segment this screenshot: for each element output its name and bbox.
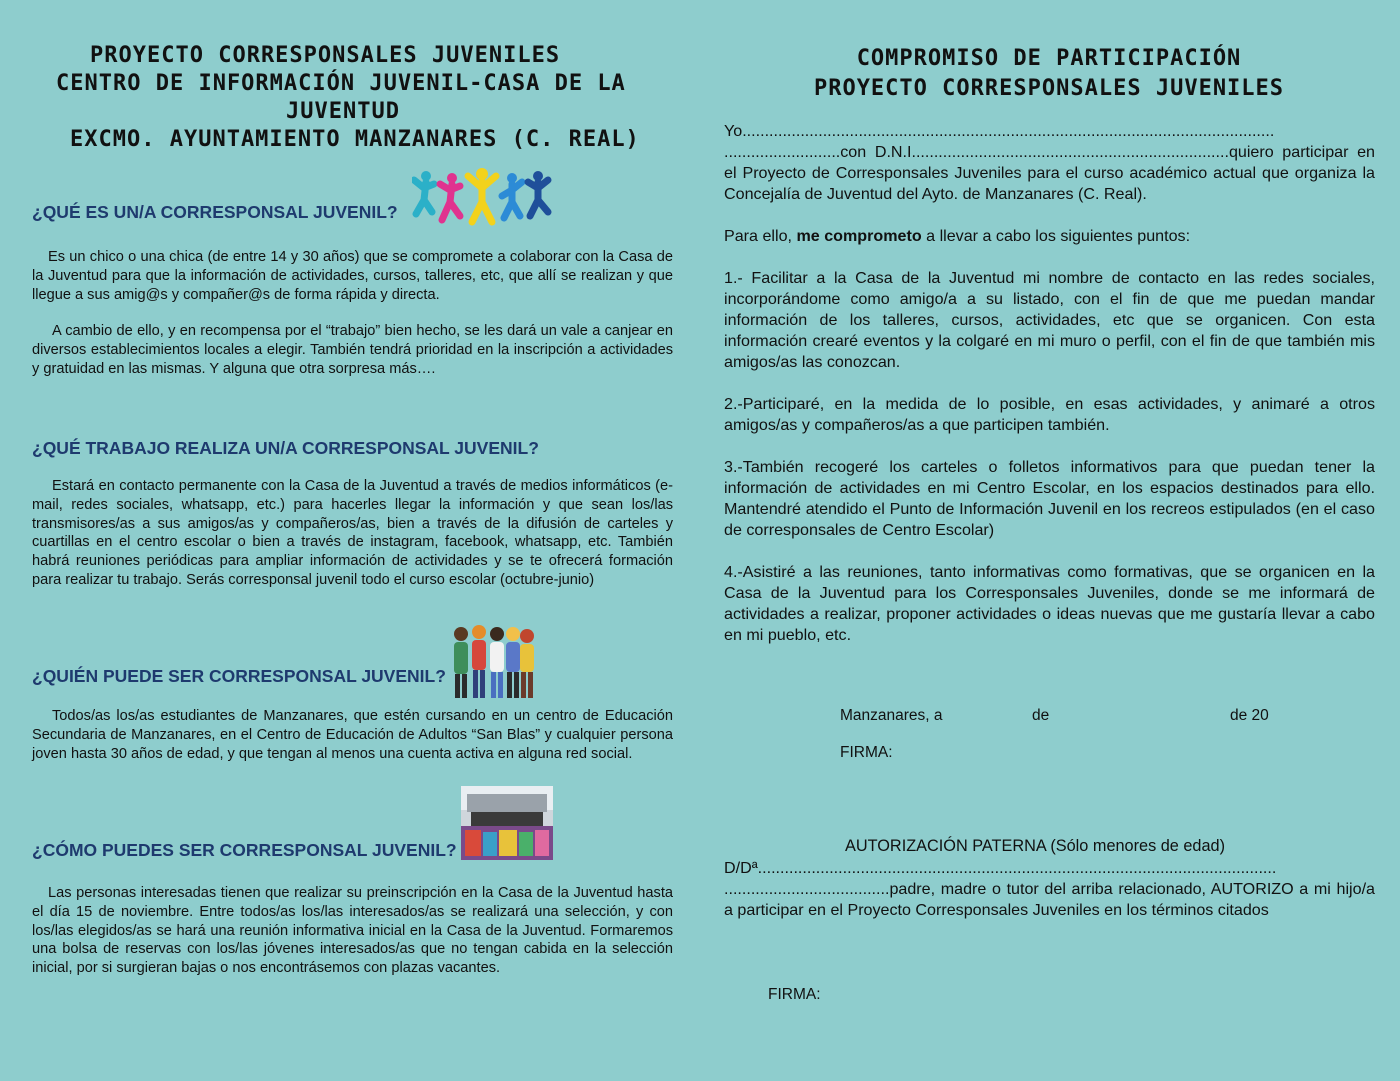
students-group-illustration (447, 622, 537, 702)
point-1: 1.- Facilitar a la Casa de la Juventud mi nombre de contacto en las redes sociales, incorporándome como amigo/a a su listado, con el fin de que me puedan mandar información de los talleres, cursos, actividades, etc que se organicen. Con esta información crearé eventos y la colgaré en mi muro o perfil, con el fin de que también mis amigos/as las conozcan. (724, 269, 1375, 371)
left-title-line-4: EXCMO. AYUNTAMIENTO MANZANARES (C. REAL) (70, 127, 640, 152)
dancing-people-illustration (412, 166, 554, 228)
commit-line (724, 226, 1375, 247)
right-title-block (724, 44, 1374, 104)
paragraph: Todos/as los/as estudiantes de Manzanares, que estén cursando en un centro de Educación Secundaria de Manzanares, en el Centro de Educación de Adultos “San Blas” y cualquier persona joven hasta 30 años de edad, y que tengan al menos una cuenta activa en alguna red social. (32, 708, 673, 762)
point-2: 2.-Participaré, en la medida de lo posible, en esas actividades, y animaré a otros amigos/as y compañeros/as a que participen también. (724, 395, 1375, 434)
commit-prefix: Para ello, (724, 227, 797, 245)
section-heading-quien-puede: ¿QUIÉN PUEDE SER CORRESPONSAL JUVENIL? (32, 666, 446, 686)
paragraph: A cambio de ello, y en recompensa por el “trabajo” bien hecho, se les dará un vale a canjear en diversos establecimientos locales a elegir. También tendrá prioridad en la inscripción a actividades y gratuidad en las mismas. Y alguna que otra sorpresa más…. (32, 323, 673, 377)
authorization-body (724, 858, 1375, 921)
point-3: 3.-También recogeré los carteles o folletos informativos para que puedan tener la información de actividades en mi Centro Escolar, en los espacios destinados para ello. Mantendré atendido el Punto de Información Juvenil en los recreos estipulados (en el caso de corresponsales de Centro Escolar) (724, 458, 1375, 539)
section-heading-como-puedes: ¿CÓMO PUEDES SER CORRESPONSAL JUVENIL? (32, 840, 457, 860)
paragraph: Estará en contacto permanente con la Casa de la Juventud a través de medios informáticos (e-mail, redes sociales, whatsapp, etc.) para hacerles llegar la información y que sean los/las transmisores/as a sus amigos/as y compañeros/as, bien a través de la difusión de carteles y cuartillas en el centro escolar o bien a través de instagram, facebook, whatsapp, etc. También habrá reuniones periódicas para ampliar información de actividades y se te ofrecerá formación para realizar tu trabajo. Serás corresponsal juvenil todo el curso escolar (octubre-junio) (32, 478, 673, 588)
intro-name-line: Yo....................................................................................................................... (724, 122, 1275, 140)
commit-suffix: a llevar a cabo los siguientes puntos: (921, 227, 1191, 245)
authorization-paragraph: .....................................padre, madre o tutor del arriba relacionado, AUTORIZO a mi hijo/a a participar en el Proyecto Corresponsales Juveniles en los términos citados (724, 880, 1375, 919)
left-title-line-3: JUVENTUD (286, 99, 400, 124)
left-title-block (30, 42, 680, 154)
date-place-label: Manzanares, a (840, 707, 943, 724)
intro-paragraph: ..........................con D.N.I.......................................................................quiero participar en el Proyecto de Corresponsales Juveniles para el curso académico actual que organiza la Concejalía de Juventud del Ayto. de Manzanares (C. Real). (724, 143, 1375, 203)
authorization-name-line: D/Dª.................................................................................................................... (724, 859, 1277, 877)
commit-bold: me comprometo (796, 227, 922, 245)
paragraph: Las personas interesadas tienen que realizar su preinscripción en la Casa de la Juventud hasta el día 15 de noviembre. Entre todos/as los/las interesados/as se realizará una selección, y con los/las elegidos/as se hará una reunión informativa inicial en la Casa de la Juventud. Formaremos una bolsa de reservas con los/las jóvenes interesados/as que no tengan cabida en la selección inicial, por si surgieran bajas o nos encontrásemos con plazas vacantes. (32, 885, 673, 977)
commitment-body (724, 121, 1375, 646)
section-body-quien-puede (32, 707, 673, 763)
date-de-label-2: de 20 (1230, 707, 1269, 724)
paragraph: Es un chico o una chica (de entre 14 y 30 años) que se compromete a colaborar con la Casa de la Juventud para que la información de actividades, cursos, talleres, etc, que allí se realizan y que llegue a sus amig@s y compañer@s de forma rápida y directa. (32, 249, 673, 303)
left-title-line-2: CENTRO DE INFORMACIÓN JUVENIL-CASA DE LA (56, 71, 626, 96)
section-body-que-trabajo (32, 477, 673, 590)
section-body-que-es (32, 248, 673, 379)
right-title-line-2: PROYECTO CORRESPONSALES JUVENILES (813, 76, 1285, 101)
date-de-label-1: de (1032, 707, 1050, 724)
right-title-line-1: COMPROMISO DE PARTICIPACIÓN (856, 46, 1242, 71)
section-heading-que-trabajo: ¿QUÉ TRABAJO REALIZA UN/A CORRESPONSAL JUVENIL? (32, 438, 539, 458)
building-photo (461, 786, 553, 860)
signature-label-2: FIRMA: (768, 986, 821, 1003)
point-4: 4.-Asistiré a las reuniones, tanto informativas como formativas, que se organicen en la Casa de la Juventud para los Corresponsales Juveniles, donde se me informará de actividades a realizar, proponer actividades o ideas nuevas que me gustaría llevar a cabo en mi pueblo, etc. (724, 563, 1375, 644)
left-title-line-1: PROYECTO CORRESPONSALES JUVENILES (90, 43, 561, 68)
section-heading-que-es: ¿QUÉ ES UN/A CORRESPONSAL JUVENIL? (32, 202, 398, 222)
signature-label-1: FIRMA: (840, 744, 893, 761)
authorization-title: AUTORIZACIÓN PATERNA (Sólo menores de edad) (845, 837, 1226, 855)
section-body-como-puedes (32, 884, 673, 978)
